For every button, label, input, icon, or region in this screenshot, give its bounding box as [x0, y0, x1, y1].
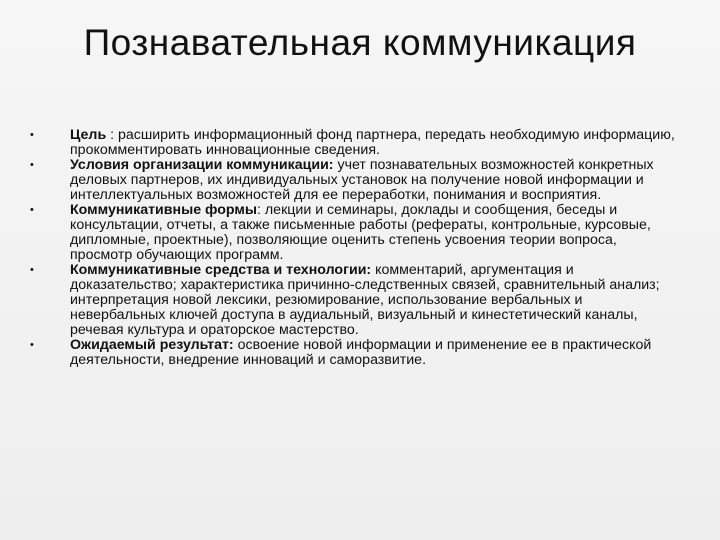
- bullet-icon: •: [30, 129, 34, 141]
- bullet-text: комментарий, аргументация и доказательство; характеристика причинно-следственных связей, сравнительный анализ; интерпретация новой лексики, резюмирование, использование вербальных и невербальных ключей доступа в аудиальный, визуальный и кинестетический каналы, речевая культура и ораторское мастерство.: [70, 262, 660, 338]
- bullet-text: : лекции и семинары, доклады и сообщения, беседы и консультации, отчеты, а также письменные работы (рефераты, контрольные, курсовые, дипломные, проектные), позволяющие оценить степень усвоения теории вопроса, просмотр обучающих программ.: [70, 202, 651, 263]
- bullet-text: : расширить информационный фонд партнера, передать необходимую информацию, прокомментировать инновационные сведения.: [70, 127, 675, 158]
- bullet-icon: •: [30, 264, 34, 276]
- bullet-term: Условия организации коммуникации:: [70, 157, 334, 173]
- bullet-term: Цель: [70, 127, 107, 143]
- bullet-icon: •: [30, 159, 34, 171]
- bullet-item-forms: [30, 203, 680, 263]
- bullet-icon: •: [30, 204, 34, 216]
- bullet-term: Коммуникативные средства и технологии:: [70, 262, 372, 278]
- bullet-icon: •: [30, 339, 34, 351]
- bullet-item-result: [30, 338, 680, 368]
- bullet-text: освоение новой информации и применение ее в практической деятельности, внедрение инноваций и саморазвитие.: [70, 337, 652, 368]
- bullet-list: [30, 128, 680, 368]
- bullet-term: Ожидаемый результат:: [70, 337, 234, 353]
- bullet-term: Коммуникативные формы: [70, 202, 258, 218]
- bullet-text: учет познавательных возможностей конкретных деловых партнеров, их индивидуальных установок на получение новой информации и интеллектуальных возможностей для ее переработки, понимания и восприятия.: [70, 157, 654, 203]
- bullet-item-goal: [30, 128, 680, 158]
- bullet-item-means: [30, 263, 680, 338]
- slide-title: Познавательная коммуникация: [83, 22, 637, 63]
- bullet-item-conditions: [30, 158, 680, 203]
